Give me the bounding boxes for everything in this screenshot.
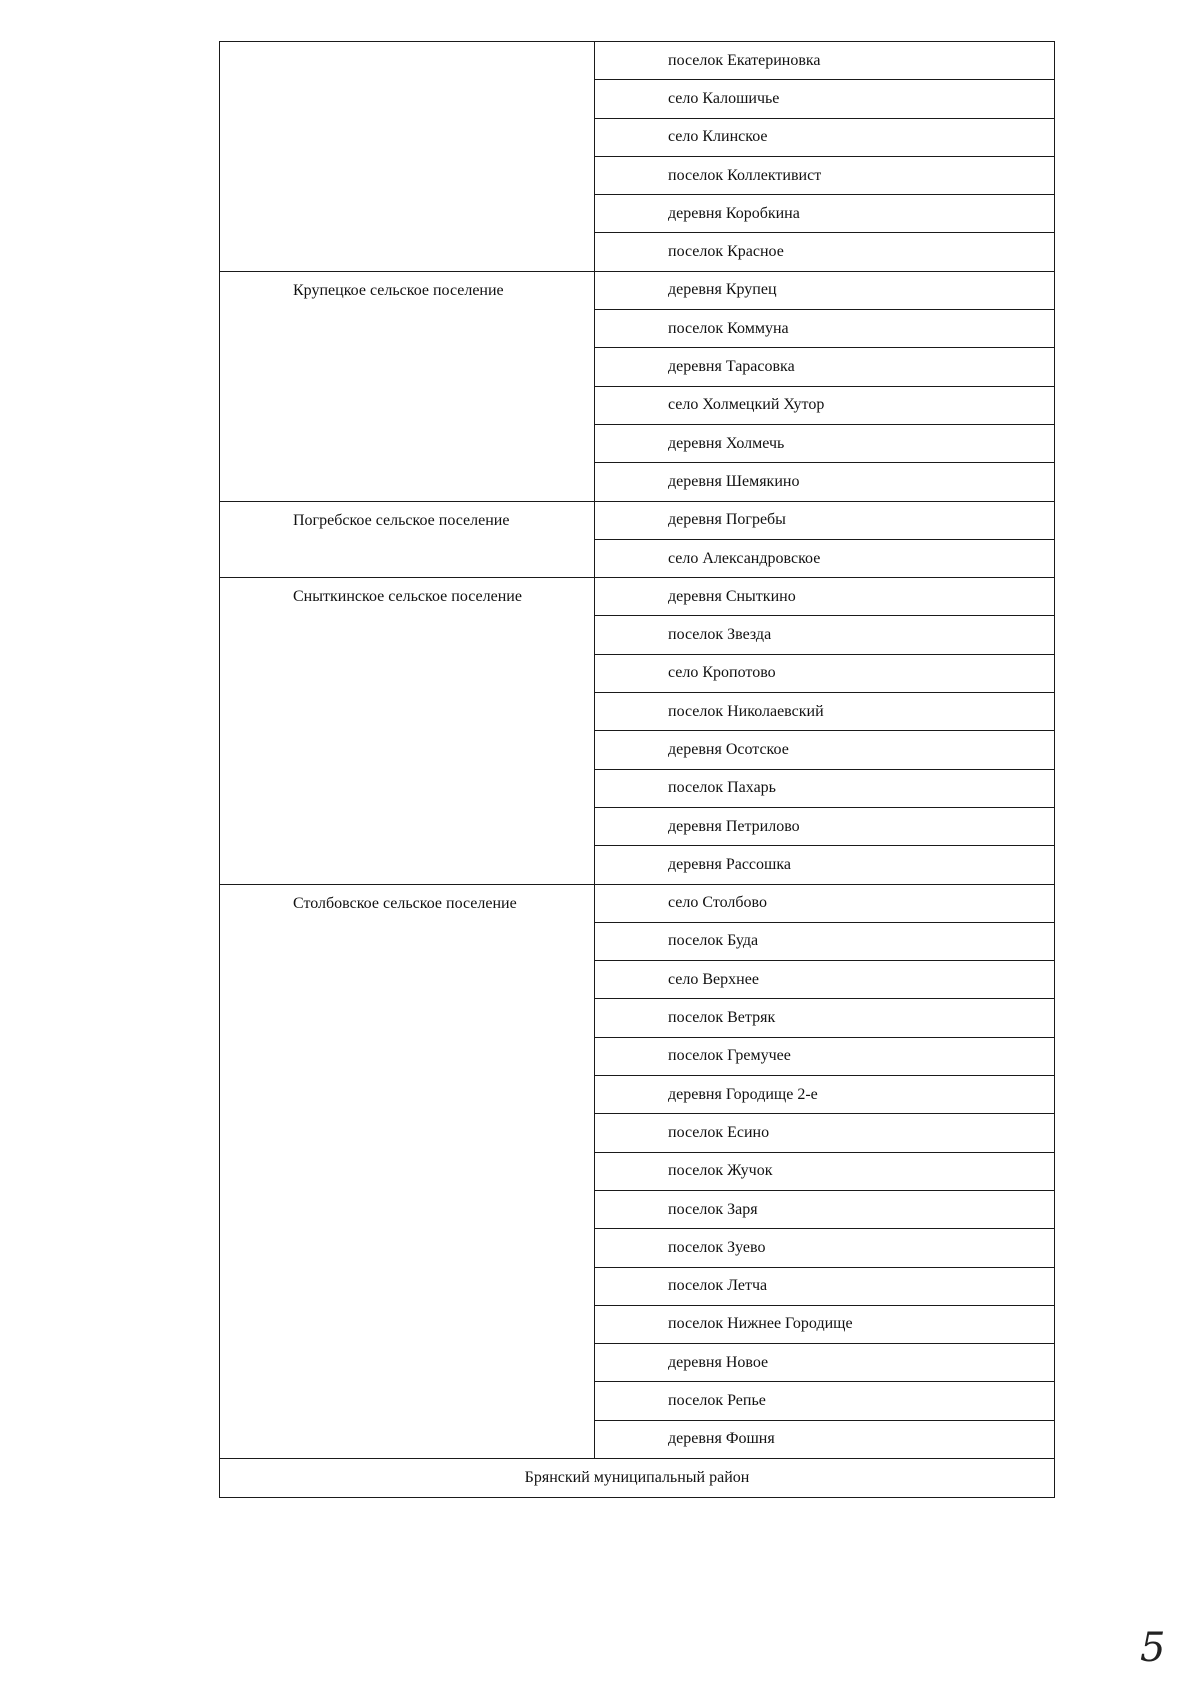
locality-cell: поселок Ветряк xyxy=(595,999,1055,1037)
locality-cell: поселок Летча xyxy=(595,1267,1055,1305)
settlement-name: Сныткинское сельское поселение xyxy=(293,588,522,606)
district-row xyxy=(220,1458,1055,1497)
settlement-cell xyxy=(220,271,595,501)
locality-cell: деревня Городище 2-е xyxy=(595,1076,1055,1114)
table-row xyxy=(220,578,1055,616)
locality-cell: поселок Николаевский xyxy=(595,693,1055,731)
locality-cell: деревня Осотское xyxy=(595,731,1055,769)
locality-cell: поселок Пахарь xyxy=(595,769,1055,807)
locality-cell: поселок Звезда xyxy=(595,616,1055,654)
locality-cell: село Александровское xyxy=(595,539,1055,577)
locality-cell: село Кропотово xyxy=(595,654,1055,692)
locality-cell: поселок Екатериновка xyxy=(595,42,1055,80)
locality-cell: деревня Рассошка xyxy=(595,846,1055,884)
locality-cell: село Холмецкий Хутор xyxy=(595,386,1055,424)
locality-cell: деревня Коробкина xyxy=(595,195,1055,233)
locality-cell: село Верхнее xyxy=(595,961,1055,999)
locality-cell: деревня Погребы xyxy=(595,501,1055,539)
locality-cell: деревня Сныткино xyxy=(595,578,1055,616)
settlements-table xyxy=(219,41,1055,1498)
settlement-name: Столбовское сельское поселение xyxy=(293,894,517,912)
locality-cell: село Столбово xyxy=(595,884,1055,922)
locality-cell: деревня Шемякино xyxy=(595,463,1055,501)
locality-cell: село Калошичье xyxy=(595,80,1055,118)
locality-cell: поселок Зуево xyxy=(595,1229,1055,1267)
locality-cell: деревня Тарасовка xyxy=(595,348,1055,386)
table-row xyxy=(220,42,1055,80)
locality-cell: деревня Крупец xyxy=(595,271,1055,309)
settlement-name: Крупецкое сельское поселение xyxy=(293,281,504,299)
locality-cell: поселок Заря xyxy=(595,1190,1055,1228)
locality-cell: деревня Фошня xyxy=(595,1420,1055,1458)
handwritten-page-number: 5 xyxy=(1140,1625,1166,1671)
settlement-cell xyxy=(220,42,595,272)
locality-cell: поселок Коммуна xyxy=(595,310,1055,348)
locality-cell: поселок Буда xyxy=(595,922,1055,960)
locality-cell: поселок Коллективист xyxy=(595,156,1055,194)
locality-cell: поселок Есино xyxy=(595,1114,1055,1152)
table-row xyxy=(220,501,1055,539)
locality-cell: деревня Петрилово xyxy=(595,807,1055,845)
locality-cell: село Клинское xyxy=(595,118,1055,156)
table-row xyxy=(220,271,1055,309)
settlement-name: Погребское сельское поселение xyxy=(293,511,510,529)
settlement-name xyxy=(220,42,594,53)
settlement-cell xyxy=(220,578,595,884)
settlement-cell xyxy=(220,501,595,578)
settlement-cell xyxy=(220,884,595,1458)
table-body xyxy=(220,42,1055,1459)
locality-cell: поселок Гремучее xyxy=(595,1037,1055,1075)
locality-cell: деревня Холмечь xyxy=(595,424,1055,462)
locality-cell: поселок Репье xyxy=(595,1382,1055,1420)
locality-cell: поселок Жучок xyxy=(595,1152,1055,1190)
locality-cell: поселок Красное xyxy=(595,233,1055,271)
locality-cell: поселок Нижнее Городище xyxy=(595,1305,1055,1343)
locality-cell: деревня Новое xyxy=(595,1344,1055,1382)
district-cell: Брянский муниципальный район xyxy=(220,1458,1055,1497)
table-row xyxy=(220,884,1055,922)
